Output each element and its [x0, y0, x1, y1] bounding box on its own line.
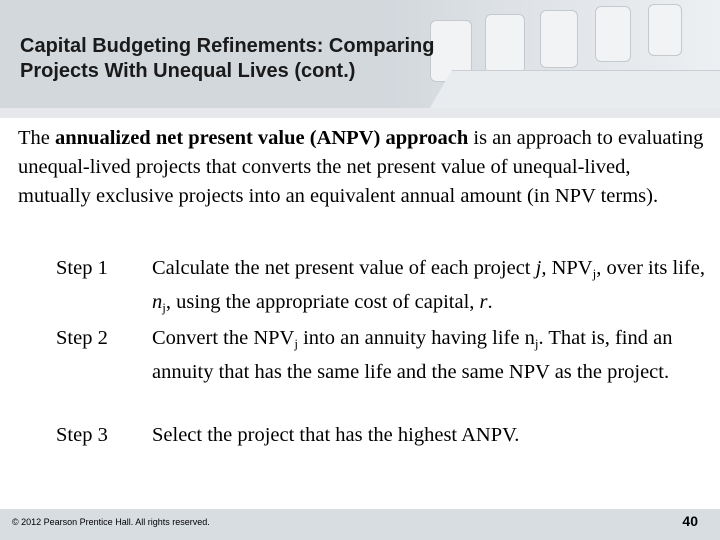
- step-label: Step 2: [56, 327, 108, 349]
- step-text-italic: r: [479, 291, 488, 313]
- step-text-part: , over its life,: [596, 257, 705, 279]
- intro-rest: is an approach to evaluating unequal-lived projects that converts the net present value of unequal-lived, mutually exclusive projects into an equivalent annual amount (in NPV terms).: [18, 127, 704, 207]
- chair-shape: [595, 6, 631, 62]
- step-text: Select the project that has the highest ANPV.: [152, 424, 520, 446]
- step-label: Step 1: [56, 257, 108, 279]
- step-text-part: Calculate the net present value of each project: [152, 257, 536, 279]
- step-text-part: . That is, find an annuity that has the same life and the same NPV as the project.: [152, 327, 673, 383]
- step-text: [152, 254, 707, 322]
- step-text-part: .: [487, 291, 493, 313]
- step-text-subscript: j: [294, 336, 298, 351]
- step-text-part: , using the appropriate cost of capital,: [165, 291, 480, 313]
- chair-shape: [648, 4, 682, 56]
- step-text-part: NPV: [546, 257, 593, 279]
- step-text-subscript: j: [162, 300, 166, 315]
- step-text-part: Convert the NPV: [152, 327, 295, 349]
- chair-shape: [540, 10, 578, 68]
- step-text-subscript: j: [592, 266, 597, 281]
- step-label: Step 3: [56, 424, 108, 446]
- copyright-notice: © 2012 Pearson Prentice Hall. All rights reserved.: [12, 517, 210, 527]
- step-text-part: into an annuity having life n: [297, 327, 535, 349]
- step-text-italic: n: [152, 291, 163, 313]
- intro-paragraph: [18, 124, 708, 211]
- header-divider: [0, 108, 720, 118]
- step-text: [152, 324, 707, 387]
- step-text-subscript: j: [534, 336, 539, 351]
- slide-title: [20, 34, 540, 84]
- page-number: 40: [682, 513, 698, 529]
- title-line-1: Capital Budgeting Refinements: Comparing: [20, 35, 435, 57]
- slide-header: [0, 0, 720, 108]
- intro-bold-term: annualized net present value (ANPV) approach: [55, 127, 469, 149]
- intro-lead: The: [18, 127, 55, 149]
- title-line-2: Projects With Unequal Lives (cont.): [20, 60, 356, 82]
- step-text-italic: j,: [535, 257, 547, 279]
